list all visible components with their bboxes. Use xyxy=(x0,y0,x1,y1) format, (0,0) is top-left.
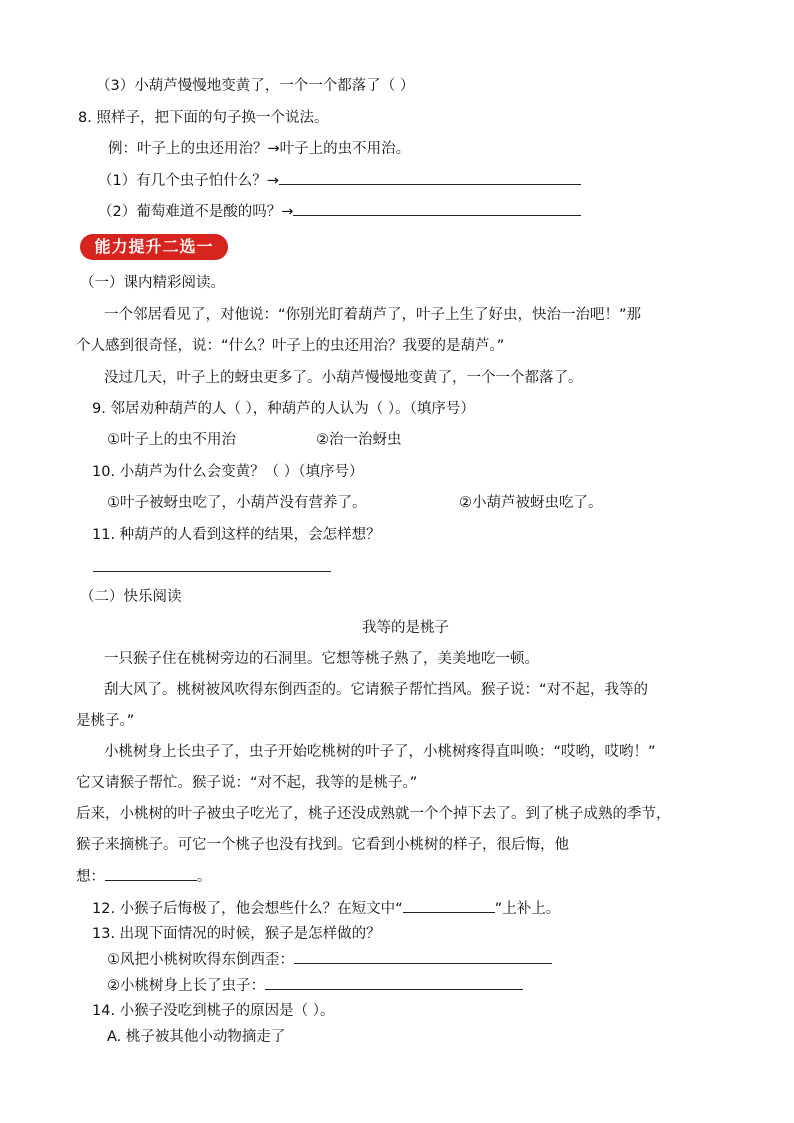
question-13: 13. 出现下面情况的时候，猴子是怎样做的？ xyxy=(92,926,381,942)
question-8-item-2-text: （2）葡萄难道不是酸的吗？→ xyxy=(98,204,294,220)
question-12-text-end: ”上补上。 xyxy=(494,901,561,917)
question-8-example: 例：叶子上的虫还用治？→叶子上的虫不用治。 xyxy=(108,141,411,157)
question-8-item-1 xyxy=(98,170,581,191)
question-14-option-a: A. 桃子被其他小动物摘走了 xyxy=(107,1029,286,1045)
question-13-item-1-text: ①风把小桃树吹得东倒西歪： xyxy=(107,952,294,968)
question-14: 14. 小猴子没吃到桃子的原因是（ ）。 xyxy=(92,1003,335,1019)
question-8-item-2 xyxy=(98,201,581,222)
passage-1-paragraph-1-cont: 个人感到很奇怪，说：“什么？叶子上的虫还用治？我要的是葫芦。” xyxy=(76,338,505,354)
question-11-answer-line[interactable] xyxy=(93,571,331,572)
story-paragraph-3-cont: 它又请猴子帮忙。猴子说：“对不起，我等的是桃子。” xyxy=(76,775,418,791)
question-12-text: 12. 小猴子后悔极了，他会想些什么？在短文中“ xyxy=(92,901,403,917)
question-9: 9. 邻居劝种葫芦的人（ ），种葫芦的人认为（ ）。（填序号） xyxy=(92,401,475,417)
question-13-item-1 xyxy=(107,949,552,970)
question-12 xyxy=(92,898,560,919)
question-10: 10. 小葫芦为什么会变黄？（ ）（填序号） xyxy=(92,464,364,480)
part-2-title: （二）快乐阅读 xyxy=(80,589,182,605)
answer-blank[interactable] xyxy=(265,975,523,990)
story-period: 。 xyxy=(197,869,212,885)
question-10-option-2: ②小葫芦被蚜虫吃了。 xyxy=(459,495,603,511)
question-9-option-1: ①叶子上的虫不用治 xyxy=(107,432,236,448)
answer-blank[interactable] xyxy=(293,201,581,216)
question-11: 11. 种葫芦的人看到这样的结果，会怎样想？ xyxy=(92,527,381,543)
question-7-item-3: （3）小葫芦慢慢地变黄了，一个一个都落了（ ） xyxy=(96,78,415,94)
story-paragraph-4-cont: 猴子来摘桃子。可它一个桃子也没有找到。它看到小桃树的样子，很后悔，他 xyxy=(76,837,569,853)
question-13-item-2-text: ②小桃树身上长了虫子： xyxy=(107,978,265,994)
section-badge: 能力提升二选一 xyxy=(80,234,228,260)
question-10-option-1: ①叶子被蚜虫吃了，小葫芦没有营养了。 xyxy=(107,495,367,511)
part-1-title: （一）课内精彩阅读。 xyxy=(80,275,225,291)
question-9-option-2: ②治一治蚜虫 xyxy=(316,432,402,448)
story-fill-blank[interactable] xyxy=(105,866,197,881)
question-8: 8. 照样子，把下面的句子换一个说法。 xyxy=(78,110,329,126)
story-think-label: 想： xyxy=(76,869,105,885)
question-13-item-2 xyxy=(107,975,523,996)
passage-1-paragraph-1: 一个邻居看见了，对他说：“你别光盯着葫芦了，叶子上生了好虫，快治一治吧！”那 xyxy=(104,307,642,323)
answer-blank[interactable] xyxy=(403,898,495,913)
story-title: 我等的是桃子 xyxy=(362,620,449,636)
story-paragraph-4: 后来，小桃树的叶子被虫子吃光了，桃子还没成熟就一个个掉下去了。到了桃子成熟的季节， xyxy=(76,806,671,822)
story-paragraph-2-cont: 是桃子。” xyxy=(76,713,135,729)
story-paragraph-4-end xyxy=(76,866,212,887)
question-8-item-1-text: （1）有几个虫子怕什么？→ xyxy=(98,173,279,189)
story-paragraph-2: 刮大风了。桃树被风吹得东倒西歪的。它请猴子帮忙挡风。猴子说：“对不起，我等的 xyxy=(104,682,649,698)
answer-blank[interactable] xyxy=(279,170,581,185)
passage-1-paragraph-2: 没过几天，叶子上的蚜虫更多了。小葫芦慢慢地变黄了，一个一个都落了。 xyxy=(104,370,583,386)
answer-blank[interactable] xyxy=(294,949,552,964)
story-paragraph-1: 一只猴子住在桃树旁边的石洞里。它想等桃子熟了，美美地吃一顿。 xyxy=(104,651,539,667)
story-paragraph-3: 小桃树身上长虫子了，虫子开始吃桃树的叶子了，小桃树疼得直叫唤：“哎哟，哎哟！” xyxy=(104,744,656,760)
